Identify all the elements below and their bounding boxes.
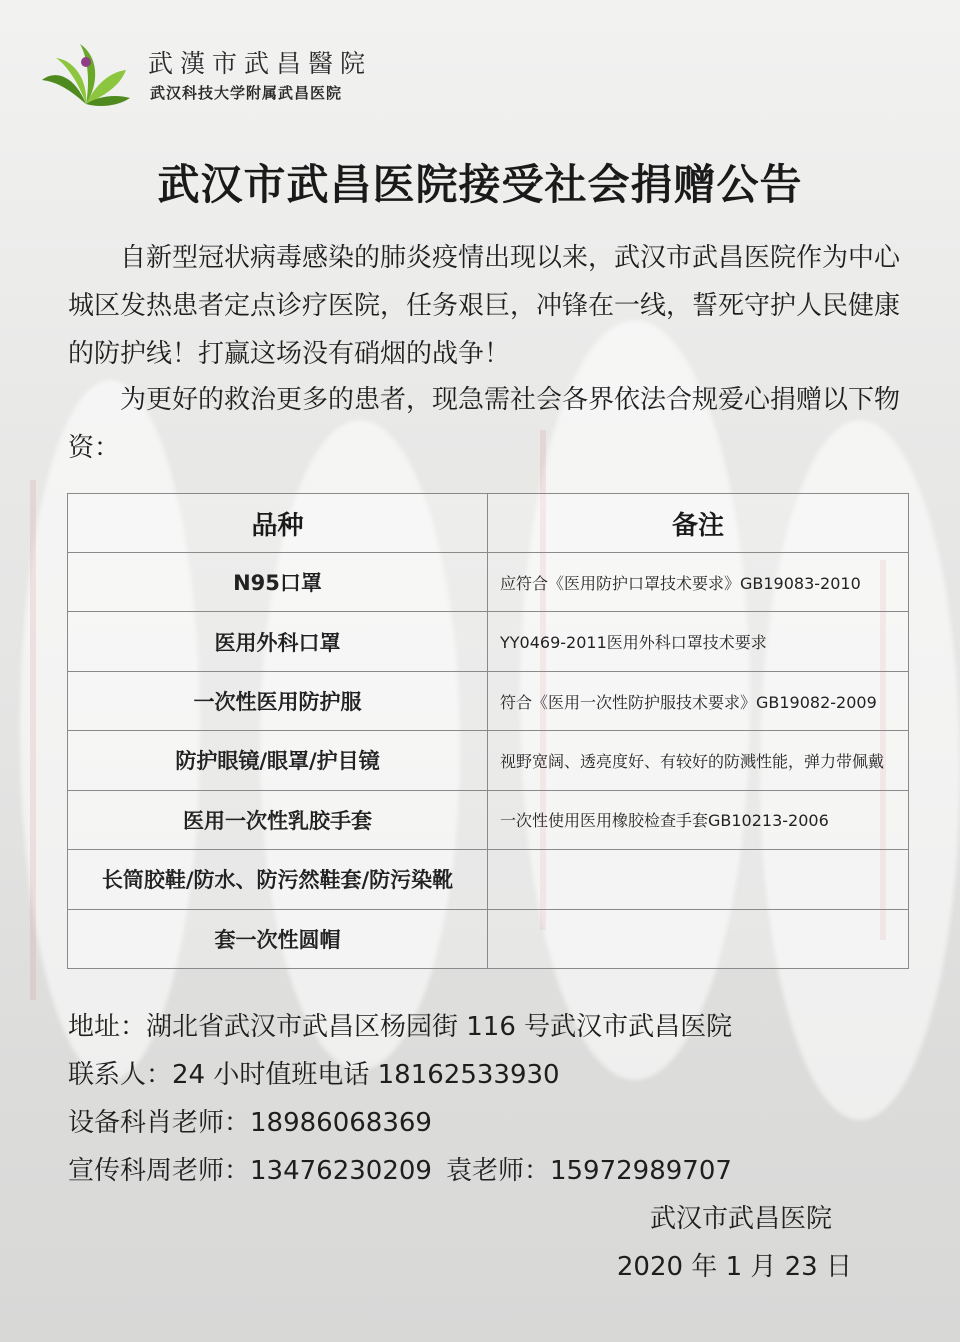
item-variety: 长筒胶鞋/防水、防污然鞋套/防污染靴 xyxy=(68,850,488,909)
item-note xyxy=(488,909,909,968)
item-variety: 一次性医用防护服 xyxy=(68,671,488,730)
column-header-note: 备注 xyxy=(488,494,909,553)
item-variety: 套一次性圆帽 xyxy=(68,909,488,968)
hospital-logo xyxy=(40,40,420,110)
publicity-contact-line xyxy=(68,1150,732,1187)
page-title: 武汉市武昌医院接受社会捐赠公告 xyxy=(157,160,803,209)
item-note: 视野宽阔、透亮度好、有较好的防溅性能，弹力带佩戴 xyxy=(488,731,909,790)
publicity-contact-yuan: 袁老师：15972989707 xyxy=(445,1156,732,1186)
item-note xyxy=(488,850,909,909)
table-header-row xyxy=(68,494,909,553)
item-note: 一次性使用医用橡胶检查手套GB10213-2006 xyxy=(488,790,909,849)
item-note: 应符合《医用防护口罩技术要求》GB19083-2010 xyxy=(488,553,909,612)
publicity-contact-zhou: 宣传科周老师：13476230209 xyxy=(68,1156,432,1186)
item-variety: N95口罩 xyxy=(68,553,488,612)
table-row xyxy=(68,909,909,968)
item-variety: 医用一次性乳胶手套 xyxy=(68,790,488,849)
column-header-variety: 品种 xyxy=(68,494,488,553)
item-variety: 防护眼镜/眼罩/护目镜 xyxy=(68,731,488,790)
signature-org: 武汉市武昌医院 xyxy=(649,1204,832,1234)
leaf-logo-icon xyxy=(40,40,132,106)
hospital-name: 武漢市武昌醫院 xyxy=(148,49,373,78)
table-row xyxy=(68,731,909,790)
donation-items-table xyxy=(67,493,909,969)
address-line: 地址：湖北省武汉市武昌区杨园街 116 号武汉市武昌医院 xyxy=(68,1012,733,1042)
item-note: 符合《医用一次性防护服技术要求》GB19082-2009 xyxy=(488,671,909,730)
item-note: YY0469-2011医用外科口罩技术要求 xyxy=(488,612,909,671)
request-paragraph: 为更好的救治更多的患者，现急需社会各界依法合规爱心捐赠以下物资： xyxy=(68,385,901,463)
table-row xyxy=(68,553,909,612)
background-stripe xyxy=(30,480,36,1000)
hospital-subtitle: 武汉科技大学附属武昌医院 xyxy=(150,84,343,102)
item-variety: 医用外科口罩 xyxy=(68,612,488,671)
signature-date: 2020 年 1 月 23 日 xyxy=(616,1252,852,1282)
hotline-line: 联系人：24 小时值班电话 18162533930 xyxy=(68,1060,560,1090)
table-row xyxy=(68,850,909,909)
intro-paragraph: 自新型冠状病毒感染的肺炎疫情出现以来，武汉市武昌医院作为中心城区发热患者定点诊疗医院，任务艰巨，冲锋在一线，誓死守护人民健康的防护线！打赢这场没有硝烟的战争！ xyxy=(68,243,901,369)
equipment-contact-line: 设备科肖老师：18986068369 xyxy=(68,1108,432,1138)
table-row xyxy=(68,612,909,671)
table-row xyxy=(68,671,909,730)
table-row xyxy=(68,790,909,849)
